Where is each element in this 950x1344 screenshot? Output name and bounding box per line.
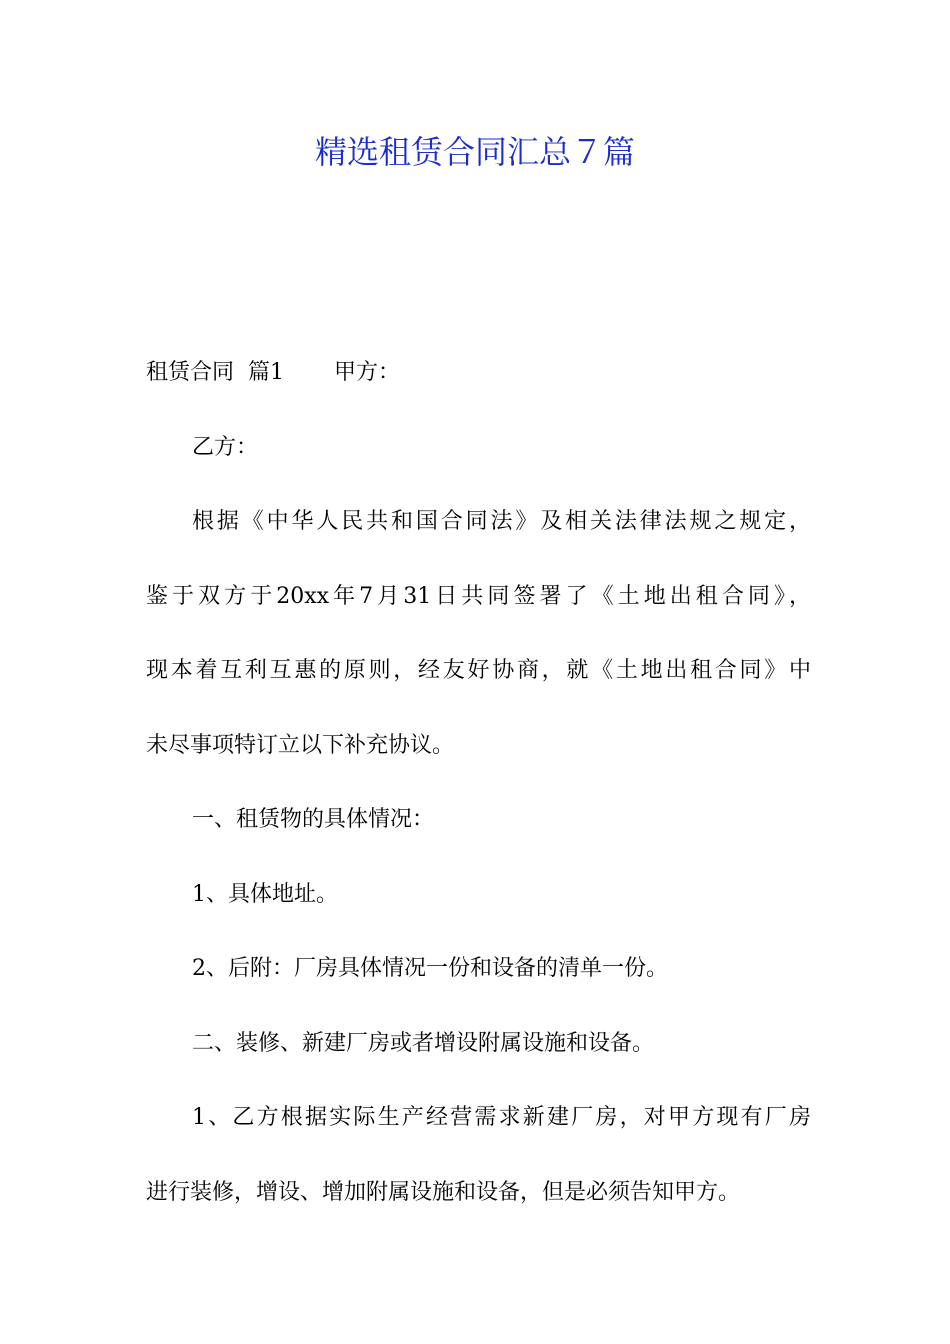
paragraph-line: 未尽事项特订立以下补充协议。: [146, 732, 455, 758]
clause-heading: 二、装修、新建厂房或者增设附属设施和设备。: [192, 1030, 655, 1056]
party-b-label: 乙方：: [192, 434, 259, 460]
clause-item: 1、具体地址。: [192, 881, 338, 907]
document-title: 精选租赁合同汇总７篇: [314, 133, 635, 171]
clause-heading: 一、租赁物的具体情况：: [192, 807, 435, 832]
section-heading-line: [146, 336, 811, 411]
document-body: [146, 336, 811, 1230]
paragraph-line: 根据《中华人民共和国合同法》及相关法律法规之规定，: [192, 509, 811, 534]
paragraph-line: 鉴于双方于20xx年7月31日共同签署了《土地出租合同》，: [146, 583, 811, 609]
clause-item: 2、后附：厂房具体情况一份和设备的清单一份。: [192, 956, 668, 981]
party-a-label: 甲方：: [333, 360, 400, 385]
section-heading: 租赁合同 篇1: [146, 360, 284, 385]
paragraph-line: 现本着互利互惠的原则，经友好协商，就《土地出租合同》中: [146, 658, 811, 683]
clause-item: 1、乙方根据实际生产经营需求新建厂房，对甲方现有厂房: [192, 1105, 811, 1130]
clause-item-continuation: 进行装修，增设、增加附属设施和设备，但是必须告知甲方。: [146, 1179, 741, 1205]
